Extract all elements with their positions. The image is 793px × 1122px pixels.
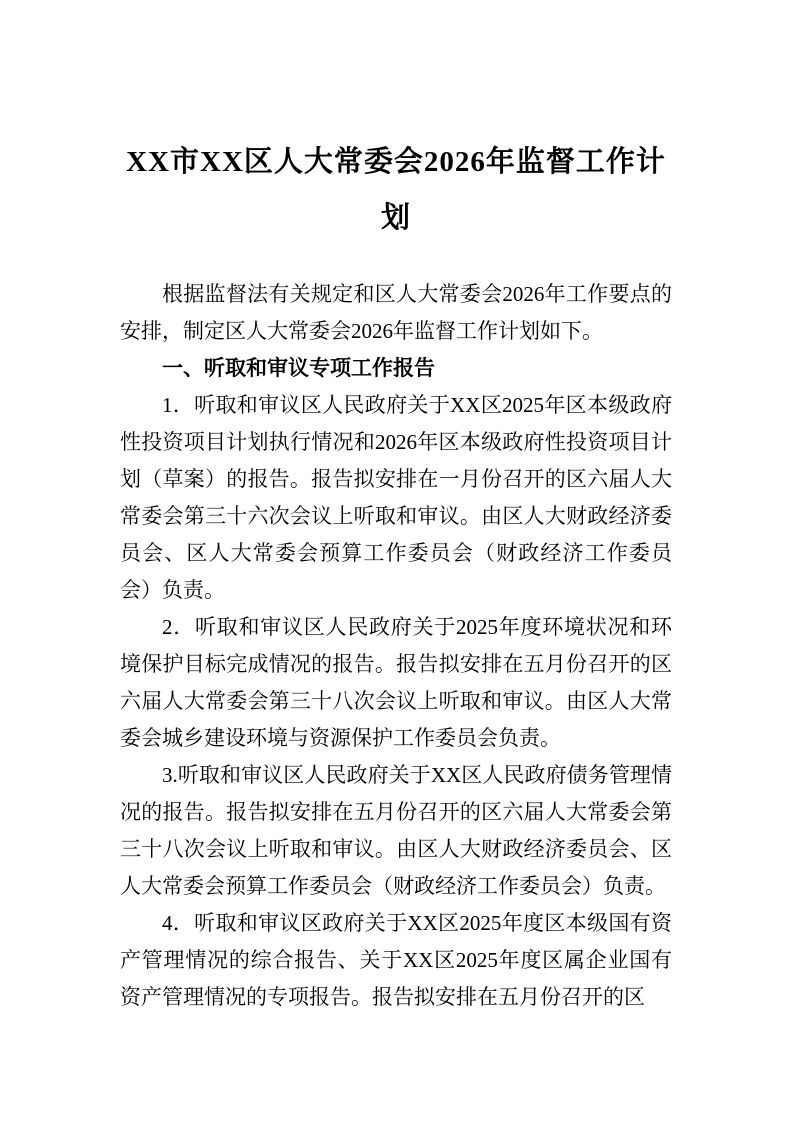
section-heading-1: 一、听取和审议专项工作报告 xyxy=(162,357,435,380)
document-title: XX市XX区人大常委会2026年监督工作计划 xyxy=(126,146,666,234)
list-item-3: 3.听取和审议区人民政府关于XX区人民政府债务管理情况的报告。报告拟安排在五月份召开的区六届人大常委会第三十八次会议上听取和审议。由区人大财政经济委员会、区人大常委会预算工作委员会（财政经济工作委员会）负责。 xyxy=(120,763,672,898)
list-item-2: 2．听取和审议区人民政府关于2025年度环境状况和环境保护目标完成情况的报告。报告拟安排在五月份召开的区六届人大常委会第三十八次会议上听取和审议。由区人大常委会城乡建设环境与资源保护工作委员会负责。 xyxy=(120,615,672,750)
list-item-4: 4．听取和审议区政府关于XX区2025年度区本级国有资产管理情况的综合报告、关于XX区2025年度区属企业国有资产管理情况的专项报告。报告拟安排在五月份召开的区 xyxy=(120,911,672,1009)
list-item-1: 1．听取和审议区人民政府关于XX区2025年区本级政府性投资项目计划执行情况和2026年区本级政府性投资项目计划（草案）的报告。报告拟安排在一月份召开的区六届人大常委会第三十六次会议上听取和审议。由区人大财政经济委员会、区人大常委会预算工作委员会（财政经济工作委员会）负责。 xyxy=(120,393,672,602)
intro-paragraph: 根据监督法有关规定和区人大常委会2026年工作要点的安排，制定区人大常委会2026年监督工作计划如下。 xyxy=(120,282,672,343)
